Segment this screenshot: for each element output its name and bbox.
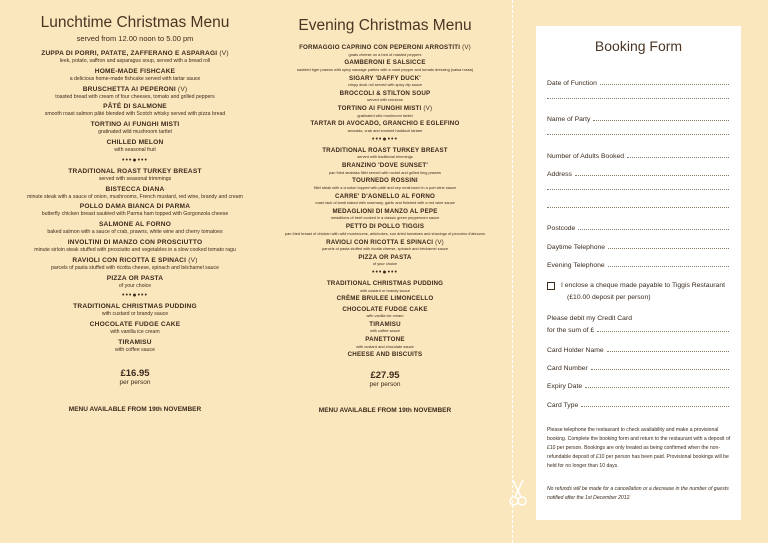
menu-item-name-text: CHOCOLATE FUDGE CAKE <box>89 321 181 329</box>
menu-item-name <box>8 321 262 329</box>
date-of-function-field[interactable] <box>547 80 729 87</box>
menu-item-name <box>262 351 508 359</box>
menu-item-description: pan fried seabass fillet served with rocket and grilled king prawns <box>328 169 442 175</box>
write-line[interactable] <box>547 189 729 190</box>
menu-item-name-text: PETTO DI POLLO TIGGIS <box>345 223 425 231</box>
course-separator: •••●••• <box>372 269 398 277</box>
menu-item <box>8 303 262 318</box>
menu-item-name <box>262 177 508 185</box>
write-line[interactable] <box>547 98 729 99</box>
menu-item <box>8 86 262 101</box>
menu-item-name-text: SIGARY 'DAFFY DUCK' <box>349 74 421 82</box>
menu-item <box>8 275 262 290</box>
address-field[interactable] <box>547 171 729 178</box>
vegetarian-marker: (V) <box>219 50 229 57</box>
menu-item-description: goats cheese on a bed of roasted peppers <box>348 51 422 57</box>
menu-item-name-text: RAVIOLI CON RICOTTA E SPINACI <box>326 238 434 246</box>
menu-item-name-text: CRÈME BRULEE LIMONCELLO <box>336 295 434 303</box>
menu-item-description: with vanilla ice cream <box>110 329 160 336</box>
menu-item-name-text: TRADITIONAL CHRISTMAS PUDDING <box>326 280 444 288</box>
menu-item-description: with custard or brandy sauce <box>360 287 410 293</box>
lunch-menu-title: Lunchtime Christmas Menu <box>40 14 230 31</box>
vegetarian-marker: (V) <box>423 105 433 113</box>
menu-item-description: served with seasonal trimmings <box>98 175 172 182</box>
menu-item-name <box>262 120 508 128</box>
menu-item-name-text: BRUSCHETTA AI PEPERONI <box>82 85 176 93</box>
menu-item-name <box>262 162 508 170</box>
field-label: Card Type <box>547 402 579 409</box>
menu-item <box>8 68 262 83</box>
lunch-price: £16.95 <box>120 367 150 379</box>
menu-item-name-text: SALMONE AL FORNO <box>98 221 172 229</box>
evening-availability: MENU AVAILABLE FROM 19th NOVEMBER <box>318 406 452 414</box>
evening-per-person: per person <box>369 380 401 388</box>
menu-item-name <box>8 186 262 194</box>
lunch-per-person: per person <box>119 378 151 386</box>
write-line[interactable] <box>585 387 729 388</box>
vegetarian-marker: (V) <box>462 44 471 51</box>
menu-item-name <box>262 295 508 303</box>
menu-item-description: butterfly chicken breast sautéed with Parma ham topped with Gorgonzola cheese <box>41 211 229 218</box>
menu-item <box>262 336 508 349</box>
menu-item-name-text: TIRAMISU <box>369 320 401 328</box>
menu-item-description: gratinated wild mushroom tartlet <box>357 112 413 118</box>
name-of-party-field[interactable] <box>547 116 729 123</box>
menu-item-name <box>8 139 262 147</box>
menu-item <box>262 105 508 118</box>
lunch-mains <box>8 168 262 290</box>
course-separator: •••●••• <box>372 135 398 143</box>
menu-item <box>8 257 262 272</box>
write-line[interactable] <box>581 406 729 407</box>
lunch-served-hours: served from 12.00 noon to 5.00 pm <box>76 34 194 43</box>
menu-item-name-text: FORMAGGIO CAPRINO CON PEPERONI ARROSTITI <box>299 44 461 51</box>
blank-line[interactable] <box>547 98 729 101</box>
menu-item-name <box>262 239 508 247</box>
menu-item-name <box>262 75 508 83</box>
write-line[interactable] <box>600 84 729 85</box>
menu-item <box>262 254 508 267</box>
menu-item-name <box>8 203 262 211</box>
menu-item-description: smooth roast salmon pâté blended with Scotch whisky served with pizza bread <box>44 111 226 118</box>
write-line[interactable] <box>593 120 729 121</box>
menu-item-description: with coffee sauce <box>370 328 400 334</box>
vegetarian-marker: (V) <box>177 85 188 93</box>
booking-form-title: Booking Form <box>594 38 683 54</box>
lunch-menu <box>8 0 262 413</box>
menu-item-name-text: GAMBERONI E SALSICCE <box>344 59 426 67</box>
menu-item-name-text: RAVIOLI CON RICOTTA E SPINACI <box>72 256 187 264</box>
refund-note: No refunds will be made for a cancellation or a decrease in the number of guests notified after the 1st December 2012. <box>547 486 729 501</box>
menu-item-name <box>8 239 262 247</box>
lunch-availability: MENU AVAILABLE FROM 19th NOVEMBER <box>68 405 202 413</box>
menu-item-name <box>8 275 262 283</box>
menu-item <box>262 295 508 303</box>
menu-item <box>262 351 508 359</box>
menu-item-name-text: ZUPPA DI PORRI, PATATE, ZAFFERANO E ASPARAGI <box>41 50 218 57</box>
menu-item-name <box>8 86 262 94</box>
course-separator: •••●••• <box>122 292 148 300</box>
menu-item-name <box>8 121 262 129</box>
menu-item-name <box>262 105 508 113</box>
menu-item-description: pan fried breast of chicken with wild mushrooms, artichokes, sun dried tomatoes and shavings of pecorino d'abruzzo <box>284 230 486 236</box>
menu-item <box>262 321 508 334</box>
menu-item <box>8 221 262 236</box>
menu-item-description: served with traditional trimmings <box>357 154 413 160</box>
menu-item-name-text: TOURNEDO ROSSINI <box>352 177 418 185</box>
field-label: for the sum of £ <box>547 327 595 334</box>
menu-item-name-text: TARTAR DI AVOCADO, GRANCHIO E EGLEFINO <box>310 120 460 128</box>
menu-item-name-text: CHOCOLATE FUDGE CAKE <box>342 305 428 313</box>
menu-item-name-text: TRADITIONAL ROAST TURKEY BREAST <box>322 146 448 154</box>
menu-item <box>8 168 262 183</box>
menu-item-name <box>262 44 508 52</box>
menu-item-description: gratinated wild mushroom tartlet <box>98 129 172 136</box>
menu-item-name-text: PANETTONE <box>365 336 405 344</box>
menu-item <box>262 147 508 160</box>
menu-item <box>8 186 262 201</box>
menu-item-name <box>8 339 262 347</box>
menu-item-name <box>262 59 508 67</box>
cheque-label: I enclose a cheque made payable to Tiggis Restaurant <box>561 282 725 289</box>
menu-item-name <box>262 321 508 329</box>
menu-item-description: toasted bread with cream of four cheeses, tomato and grilled peppers <box>55 93 215 100</box>
booking-form <box>536 26 741 520</box>
menu-item-name-text: PÂTÉ DI SALMONE <box>103 103 167 111</box>
menu-item <box>262 90 508 103</box>
menu-item-description: parcels of pasta stuffed with ricotta cheese, spinach and béchamel sauce <box>321 246 449 252</box>
vegetarian-marker: (V) <box>188 256 198 264</box>
menu-item-name <box>262 306 508 314</box>
menu-item-name-text: TRADITIONAL ROAST TURKEY BREAST <box>68 167 202 175</box>
menu-item <box>262 306 508 319</box>
menu-item-description: a delicious home-made fishcake served with tartar sauce <box>69 75 201 82</box>
menu-item-name-text: CHILLED MELON <box>106 138 164 146</box>
menu-item-name <box>262 208 508 216</box>
menu-item-description: medallions of beef cooked in a classic green peppercorn sauce <box>330 215 440 221</box>
menu-item-name-text: PIZZA OR PASTA <box>106 274 164 282</box>
menu-item-name <box>8 303 262 311</box>
menu-item-name <box>262 280 508 288</box>
menu-item-name-text: PIZZA OR PASTA <box>358 253 412 261</box>
menu-item-description: avocado, crab and smoked haddock tartare <box>347 127 423 133</box>
debit-label: Please debit my Credit Card <box>547 315 632 322</box>
card-number-field[interactable] <box>547 365 729 372</box>
menu-item-name <box>8 168 262 176</box>
menu-item-description: leek, potato, saffron and asparagus soup, served with a bread roll <box>59 58 211 64</box>
daytime-telephone-field[interactable] <box>547 244 729 251</box>
blank-line[interactable] <box>547 207 729 210</box>
menu-item <box>262 223 508 236</box>
write-line[interactable] <box>607 351 729 352</box>
menu-item-name <box>262 336 508 344</box>
cut-line <box>512 0 513 543</box>
menu-item <box>262 280 508 293</box>
vegetarian-marker: (V) <box>435 238 444 246</box>
menu-item-description: baked salmon with a sauce of crab, prawns, white wine and cherry tomatoes <box>47 229 223 236</box>
menu-item <box>262 162 508 175</box>
menu-item-name-text: MEDAGLIONI DI MANZO AL PEPE <box>332 207 438 215</box>
field-label: Evening Telephone <box>547 262 605 269</box>
menu-item-description: minute steak with a sauce of onion, mushrooms, French mustard, red wine, brandy and cream <box>27 193 243 200</box>
menu-item-description: minute sirloin steak stuffed with prosciutto and vegetables in a slow cooked tomato ragu <box>34 246 236 253</box>
menu-item-name-text: BRANZINO 'DOVE SUNSET' <box>341 162 429 170</box>
evening-starters <box>262 44 508 133</box>
cheque-checkbox[interactable] <box>547 282 555 290</box>
field-label: Expiry Date <box>547 383 583 390</box>
menu-item-name <box>8 103 262 111</box>
sum-field[interactable] <box>547 327 729 334</box>
menu-item-description: with custard and chocolate sauce <box>356 343 414 349</box>
menu-item-name-text: TORTINO AI FUNGHI MISTI <box>90 121 180 129</box>
write-line[interactable] <box>578 229 729 230</box>
evening-menu-title: Evening Christmas Menu <box>298 17 472 34</box>
evening-price: £27.95 <box>370 369 400 381</box>
field-label: Daytime Telephone <box>547 244 606 251</box>
write-line[interactable] <box>627 157 729 158</box>
menu-item <box>8 139 262 154</box>
menu-item-name-text: INVOLTINI DI MANZO CON PROSCIUTTO <box>67 238 203 246</box>
write-line[interactable] <box>575 175 729 176</box>
menu-item <box>8 50 262 65</box>
menu-item-description: with custard or brandy sauce <box>101 311 169 318</box>
menu-item <box>262 120 508 133</box>
card-type-field[interactable] <box>547 402 729 409</box>
menu-item-description: with coffee sauce <box>115 346 155 353</box>
menu-item-name <box>262 193 508 201</box>
blank-line[interactable] <box>547 134 729 137</box>
menu-item-name <box>8 50 262 58</box>
menu-item-description: crispy duck roll served with spicy dip sauce <box>347 82 423 88</box>
menu-item <box>262 208 508 221</box>
write-line[interactable] <box>608 248 729 249</box>
menu-item-description: served with croutons <box>367 97 403 103</box>
menu-item-name-text: BROCCOLI & STILTON SOUP <box>339 89 431 97</box>
menu-item <box>262 193 508 206</box>
write-line[interactable] <box>597 331 729 332</box>
deposit-label: (£10.00 deposit per person) <box>567 294 651 301</box>
menu-item <box>8 203 262 218</box>
menu-item-name <box>8 68 262 76</box>
menu-item <box>8 121 262 136</box>
booking-note: Please telephone the restaurant to check availability and make a provisional booking. Complete the booking form and return to the restaurant with a deposit of £10 per person. Bookings are only treated as being confirmed when the non-refundable deposit of £10 per person has been paid. Provisional bookings will be held for no longer than 10 days. <box>547 427 731 469</box>
menu-item-name <box>8 221 262 229</box>
menu-item-name <box>8 257 262 265</box>
evening-menu <box>262 0 508 414</box>
menu-item-name-text: TORTINO AI FUNGHI MISTI <box>337 105 422 113</box>
menu-item <box>262 177 508 190</box>
cheque-option[interactable] <box>547 280 731 304</box>
menu-item-description: with seasonal fruit <box>114 146 156 153</box>
menu-item <box>262 59 508 72</box>
field-label: Date of Function <box>547 80 597 87</box>
course-separator: •••●••• <box>122 156 148 164</box>
lunch-desserts <box>8 303 262 353</box>
menu-item-name-text: POLLO DAMA BIANCA DI PARMA <box>79 203 191 211</box>
write-line[interactable] <box>547 207 729 208</box>
scissors-icon <box>507 478 529 508</box>
menu-item-description: of your choice <box>118 282 152 289</box>
menu-item <box>8 103 262 118</box>
blank-line[interactable] <box>547 189 729 192</box>
menu-item <box>8 339 262 354</box>
field-label: Number of Adults Booked <box>547 153 625 160</box>
menu-item-name <box>262 90 508 98</box>
field-label: Card Holder Name <box>547 347 604 354</box>
menu-item-name-text: TIRAMISU <box>118 338 152 346</box>
write-line[interactable] <box>608 266 729 267</box>
menu-item <box>262 239 508 252</box>
menu-item-name <box>262 223 508 231</box>
postcode-field[interactable] <box>547 225 729 232</box>
number-of-adults-field[interactable] <box>547 153 729 160</box>
field-label: Address <box>547 171 572 178</box>
menu-item-name-text: BISTECCA DIANA <box>105 185 165 193</box>
field-label: Postcode <box>547 225 576 232</box>
menu-item-description: fillet steak with a crouton topped with pâté and cep mushroom in a port wine sauce <box>313 184 457 190</box>
menu-item-name-text: CHEESE AND BISCUITS <box>347 351 423 359</box>
expiry-date-field[interactable] <box>547 383 729 390</box>
evening-desserts <box>262 280 508 359</box>
menu-item-name-text: HOME-MADE FISHCAKE <box>94 67 176 75</box>
menu-item <box>262 75 508 88</box>
write-line[interactable] <box>547 134 729 135</box>
card-holder-name-field[interactable] <box>547 347 729 354</box>
menu-item-name-text: TRADITIONAL CHRISTMAS PUDDING <box>73 303 197 311</box>
menu-item-description: sautéed tiger prawns with spicy sausage patties with a roast pepper and tomato dressing (salsa rossa) <box>296 66 474 72</box>
menu-item-description: parcels of pasta stuffed with ricotta cheese, spinach and béchamel sauce <box>50 264 220 271</box>
menu-item-name <box>262 254 508 262</box>
menu-item-description: of your choice <box>372 261 398 267</box>
menu-item-name-text: CARRE' D'AGNELLO AL FORNO <box>334 192 436 200</box>
menu-item-description: roast rack of lamb baked with rosemary, garlic and finished with a red wine sauce <box>315 200 455 206</box>
menu-item <box>8 321 262 336</box>
menu-item <box>262 44 508 57</box>
field-label: Card Number <box>547 365 588 372</box>
field-label: Name of Party <box>547 116 591 123</box>
evening-telephone-field[interactable] <box>547 262 729 269</box>
menu-item-description: with vanilla ice cream <box>366 313 404 319</box>
lunch-starters <box>8 50 262 154</box>
write-line[interactable] <box>591 369 729 370</box>
evening-mains <box>262 147 508 267</box>
menu-item-name <box>262 147 508 155</box>
menu-item <box>8 239 262 254</box>
